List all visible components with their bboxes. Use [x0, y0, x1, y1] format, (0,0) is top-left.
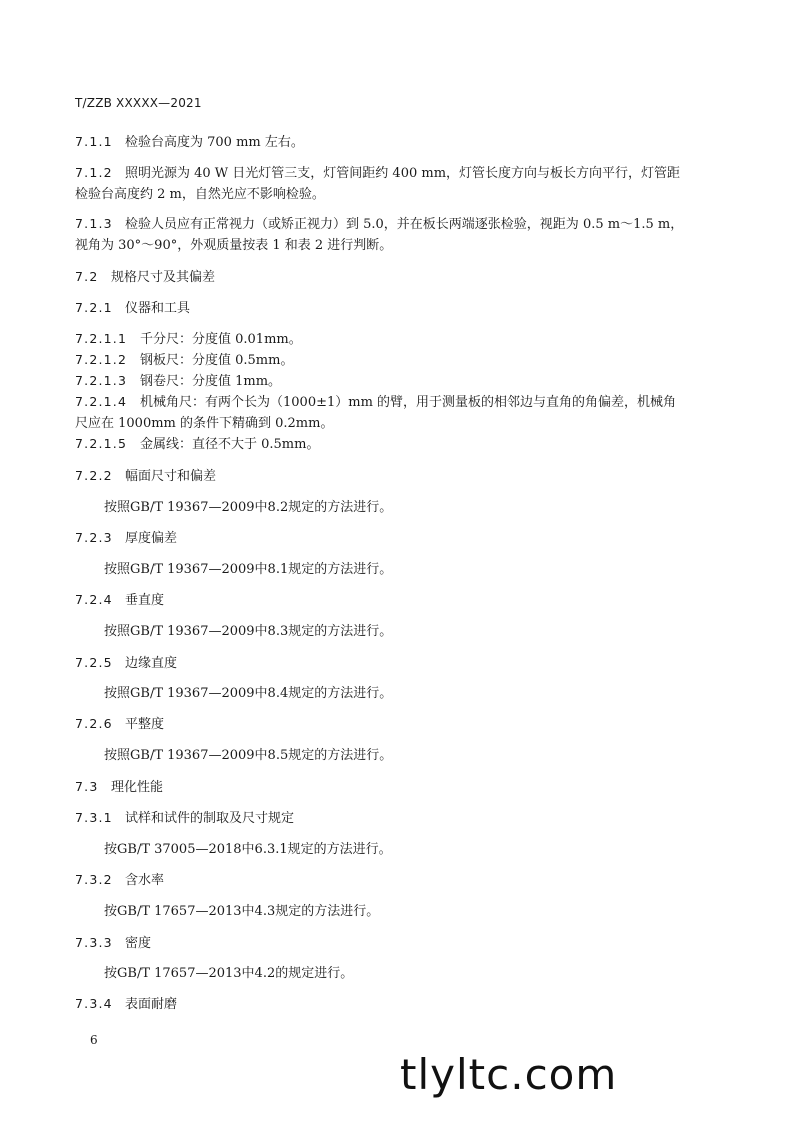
clause-text: 检验台高度约 2 m，自然光应不影响检验。: [75, 187, 325, 202]
clause-text: 钢卷尺：分度值 1mm。: [140, 374, 282, 389]
section-number: 7.3.3: [75, 935, 113, 950]
section-number: 7.2.6: [75, 716, 113, 731]
clause-number: 7.1.3: [75, 216, 113, 231]
section-7-3-3: [75, 932, 151, 951]
section-heading: 试样和试件的制取及尺寸规定: [125, 811, 295, 826]
section-number: 7.2.5: [75, 655, 113, 670]
section-heading: 平整度: [125, 717, 165, 732]
section-heading: 幅面尺寸和偏差: [125, 469, 217, 484]
clause-number: 7.2.1.3: [75, 373, 128, 388]
section-heading: 密度: [125, 936, 152, 951]
section-7-2: [75, 266, 215, 285]
paragraph: 按GB/T 17657—2013中4.3规定的方法进行。: [104, 904, 380, 919]
clause-number: 7.1.1: [75, 134, 113, 149]
clause-7-1-3: [75, 213, 683, 232]
section-7-2-2: [75, 465, 216, 484]
section-number: 7.3.2: [75, 872, 113, 887]
clause-continuation: [75, 234, 392, 253]
paragraph: 按照GB/T 19367—2009中8.4规定的方法进行。: [104, 686, 393, 701]
clause-text: 照明光源为 40 W 日光灯管三支，灯管间距约 400 mm，灯管长度方向与板长方向平行，灯管距: [125, 166, 681, 181]
clause-continuation: [75, 183, 325, 202]
section-heading: 垂直度: [125, 593, 165, 608]
clause-text: 钢板尺：分度值 0.5mm。: [140, 353, 294, 368]
clause-number: 7.2.1.4: [75, 394, 128, 409]
clause-7-2-1-1: [75, 328, 302, 347]
paragraph: 按照GB/T 19367—2009中8.3规定的方法进行。: [104, 624, 393, 639]
section-heading: 表面耐磨: [125, 997, 178, 1012]
paragraph: 按照GB/T 19367—2009中8.2规定的方法进行。: [104, 500, 393, 515]
section-7-2-5: [75, 652, 177, 671]
section-7-2-1: [75, 297, 190, 316]
section-heading: 理化性能: [111, 780, 164, 795]
clause-text: 检验人员应有正常视力（或矫正视力）到 5.0，并在板长两端逐张检验，视距为 0.5 m～1.5 m，: [125, 217, 684, 232]
section-number: 7.3.1: [75, 810, 113, 825]
section-7-2-6: [75, 713, 164, 732]
clause-text: 机械角尺：有两个长为（1000±1）mm 的臂，用于测量板的相邻边与直角的角偏差，机械角: [140, 395, 677, 410]
section-number: 7.3: [75, 779, 99, 794]
section-number: 7.2.2: [75, 468, 113, 483]
section-7-2-4: [75, 589, 164, 608]
section-7-3-4: [75, 993, 177, 1012]
section-7-3-1: [75, 807, 294, 826]
section-heading: 边缘直度: [125, 656, 178, 671]
section-7-3-2: [75, 869, 164, 888]
clause-text: 检验台高度为 700 mm 左右。: [125, 135, 304, 150]
section-number: 7.2.1: [75, 300, 113, 315]
clause-text: 金属线：直径不大于 0.5mm。: [140, 437, 320, 452]
clause-number: 7.2.1.2: [75, 352, 128, 367]
section-number: 7.3.4: [75, 996, 113, 1011]
clause-text: 千分尺：分度值 0.01mm。: [140, 332, 302, 347]
clause-7-2-1-2: [75, 349, 293, 368]
clause-7-2-1-5: [75, 433, 319, 452]
paragraph: 按照GB/T 19367—2009中8.5规定的方法进行。: [104, 748, 393, 763]
section-heading: 厚度偏差: [125, 531, 178, 546]
section-number: 7.2: [75, 269, 99, 284]
clause-continuation: [75, 412, 333, 431]
clause-number: 7.1.2: [75, 165, 113, 180]
clause-7-2-1-4: [75, 391, 676, 410]
clause-7-1-1: [75, 131, 304, 150]
paragraph: 按照GB/T 19367—2009中8.1规定的方法进行。: [104, 562, 393, 577]
section-heading: 含水率: [125, 873, 165, 888]
paragraph: 按GB/T 37005—2018中6.3.1规定的方法进行。: [104, 842, 392, 857]
clause-number: 7.2.1.1: [75, 331, 128, 346]
section-heading: 仪器和工具: [125, 301, 191, 316]
page-number: 6: [90, 1033, 98, 1047]
clause-7-2-1-3: [75, 370, 281, 389]
section-heading: 规格尺寸及其偏差: [111, 270, 216, 285]
section-7-2-3: [75, 527, 177, 546]
section-number: 7.2.3: [75, 530, 113, 545]
clause-number: 7.2.1.5: [75, 436, 128, 451]
section-7-3: [75, 776, 163, 795]
watermark: tlyltc.com: [400, 1050, 618, 1099]
standard-code: T/ZZB XXXXX—2021: [75, 96, 202, 110]
section-number: 7.2.4: [75, 592, 113, 607]
paragraph: 按GB/T 17657—2013中4.2的规定进行。: [104, 966, 354, 981]
clause-7-1-2: [75, 162, 680, 181]
clause-text: 尺应在 1000mm 的条件下精确到 0.2mm。: [75, 416, 334, 431]
clause-text: 视角为 30°～90°，外观质量按表 1 和表 2 进行判断。: [75, 238, 393, 253]
